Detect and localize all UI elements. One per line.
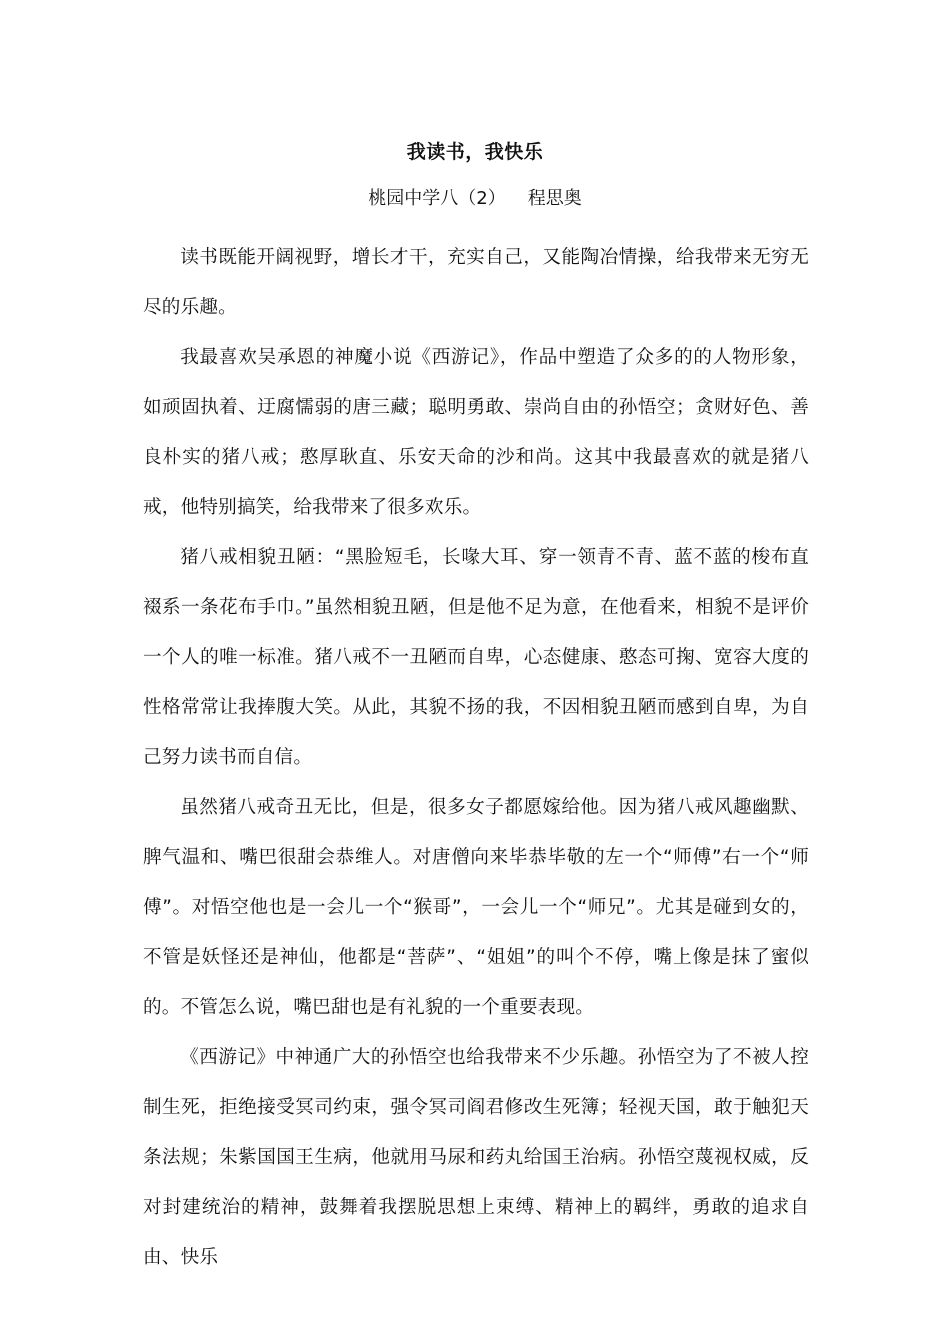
paragraph-2: 我最喜欢吴承恩的神魔小说《西游记》，作品中塑造了众多的的人物形象，如顽固执着、迂腐懦弱的唐三藏；聪明勇敢、崇尚自由的孙悟空；贪财好色、善良朴实的猪八戒；憨厚耿直、乐安天命的沙和尚。这其中我最喜欢的就是猪八戒，他特别搞笑，给我带来了很多欢乐。 bbox=[143, 347, 809, 518]
document-body bbox=[143, 233, 809, 1283]
paragraph-1: 读书既能开阔视野，增长才干，充实自己，又能陶冶情操，给我带来无穷无尽的乐趣。 bbox=[143, 247, 809, 318]
author-name: 程思奥 bbox=[527, 188, 582, 209]
author-line bbox=[0, 185, 950, 213]
document-title: 我读书，我快乐 bbox=[406, 141, 544, 163]
paragraph-5: 《西游记》中神通广大的孙悟空也给我带来不少乐趣。孙悟空为了不被人控制生死，拒绝接受冥司约束，强令冥司阎君修改生死簿；轻视天国，敢于触犯天条法规；朱紫国国王生病，他就用马尿和药丸给国王治病。孙悟空蔑视权威，反对封建统治的精神，鼓舞着我摆脱思想上束缚、精神上的羁绊，勇敢的追求自由、快乐 bbox=[143, 1047, 809, 1268]
paragraph-3: 猪八戒相貌丑陋：“黑脸短毛，长喙大耳、穿一领青不青、蓝不蓝的梭布直裰系一条花布手巾。”虽然相貌丑陋，但是他不足为意，在他看来，相貌不是评价一个人的唯一标准。猪八戒不一丑陋而自卑，心态健康、憨态可掬、宽容大度的性格常常让我捧腹大笑。从此，其貌不扬的我，不因相貌丑陋而感到自卑，为自己努力读书而自信。 bbox=[143, 547, 809, 768]
author-school: 桃园中学八（2） bbox=[368, 188, 506, 209]
paragraph-4: 虽然猪八戒奇丑无比，但是，很多女子都愿嫁给他。因为猪八戒风趣幽默、脾气温和、嘴巴很甜会恭维人。对唐僧向来毕恭毕敬的左一个“师傅”右一个“师傅”。对悟空他也是一会儿一个“猴哥”，一会儿一个“师兄”。尤其是碰到女的，不管是妖怪还是神仙，他都是“菩萨”、“姐姐”的叫个不停，嘴上像是抹了蜜似的。不管怎么说，嘴巴甜也是有礼貌的一个重要表现。 bbox=[143, 797, 809, 1018]
